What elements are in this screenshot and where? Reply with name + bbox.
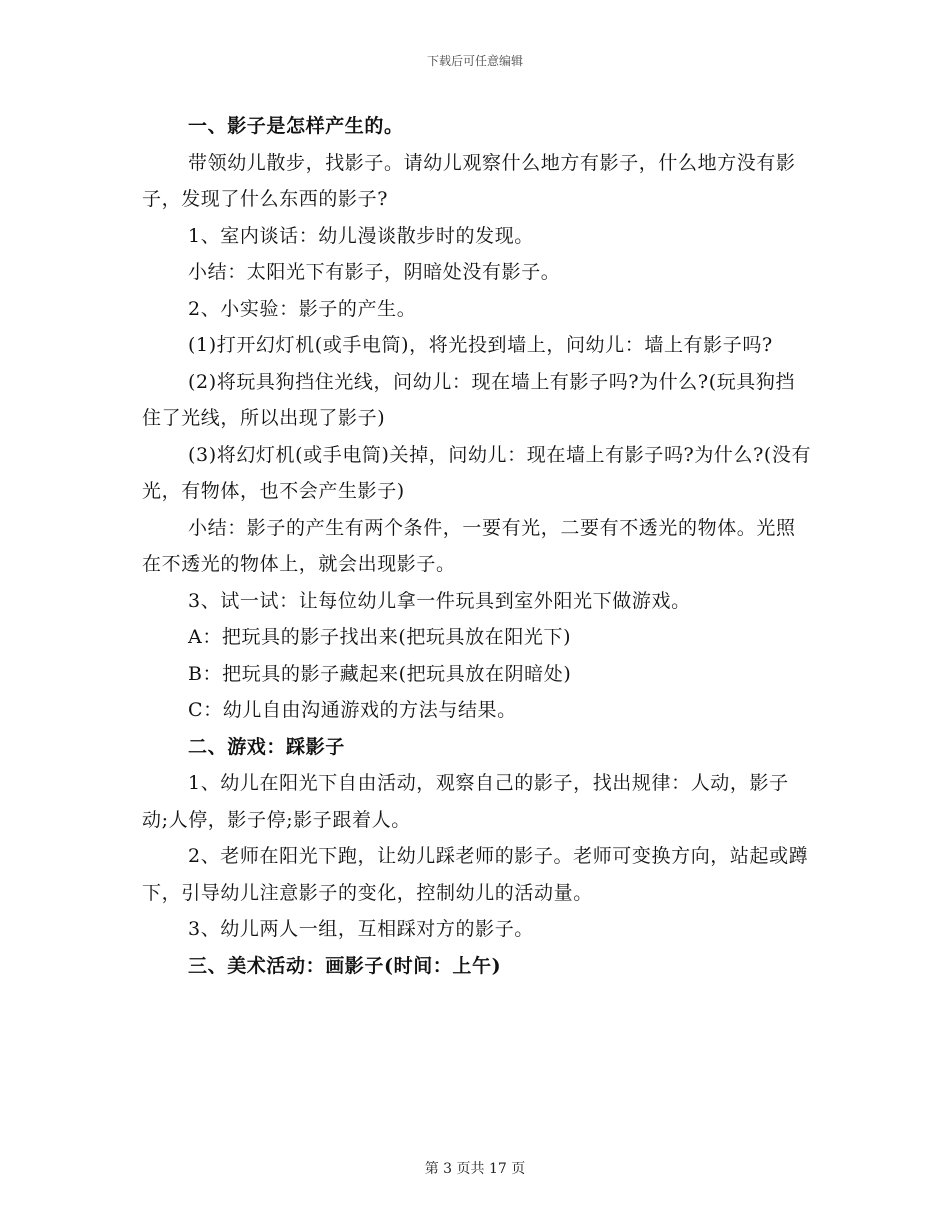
section-heading-art-activity: 三、美术活动：画影子(时间：上午) [188,954,502,977]
paragraph-game-1: 1、幼儿在阳光下自由活动，观察自己的影子，找出规律：人动，影子动;人停，影子停;影子跟着人。 [142,772,789,831]
paragraph-option-c: C：幼儿自由沟通游戏的方法与结果。 [188,699,517,721]
paragraph-game-3: 3、幼儿两人一组，互相踩对方的影子。 [188,918,534,940]
paragraph-step-1-projector: (1)打开幻灯机(或手电筒)，将光投到墙上，问幼儿：墙上有影子吗? [188,334,773,356]
page-header-note: 下载后可任意编辑 [426,54,523,68]
paragraph-step-2-toy-dog: (2)将玩具狗挡住光线，问幼儿：现在墙上有影子吗?为什么?(玩具狗挡住了光线，所以出现了影子) [142,370,796,429]
page-number: 第 3 页共 17 页 [424,1161,526,1177]
paragraph-option-a: A：把玩具的影子找出来(把玩具放在阳光下) [188,626,572,648]
paragraph-try-it: 3、试一试：让每位幼儿拿一件玩具到室外阳光下做游戏。 [188,589,691,612]
paragraph-summary-sunlight: 小结：太阳光下有影子，阴暗处没有影子。 [188,261,561,283]
paragraph-game-2: 2、老师在阳光下跑，让幼儿踩老师的影子。老师可变换方向，站起或蹲下，引导幼儿注意影子的变化，控制幼儿的活动量。 [142,845,809,904]
paragraph-indoor-talk: 1、室内谈话：幼儿漫谈散步时的发现。 [188,224,534,247]
document-body [142,108,812,984]
section-heading-game: 二、游戏：踩影子 [188,735,345,758]
paragraph-walk-find-shadows: 带领幼儿散步，找影子。请幼儿观察什么地方有影子，什么地方没有影子，发现了什么东西的影子? [142,151,796,210]
paragraph-step-3-turn-off: (3)将幻灯机(或手电筒)关掉，问幼儿：现在墙上有影子吗?为什么?(没有光，有物体，也不会产生影子) [142,443,812,502]
section-heading-shadow-origin: 一、影子是怎样产生的。 [188,115,404,137]
paragraph-option-b: B：把玩具的影子藏起来(把玩具放在阴暗处) [188,662,572,685]
paragraph-small-experiment: 2、小实验：影子的产生。 [188,297,417,320]
paragraph-summary-conditions: 小结：影子的产生有两个条件，一要有光，二要有不透光的物体。光照在不透光的物体上，就会出现影子。 [142,516,796,575]
